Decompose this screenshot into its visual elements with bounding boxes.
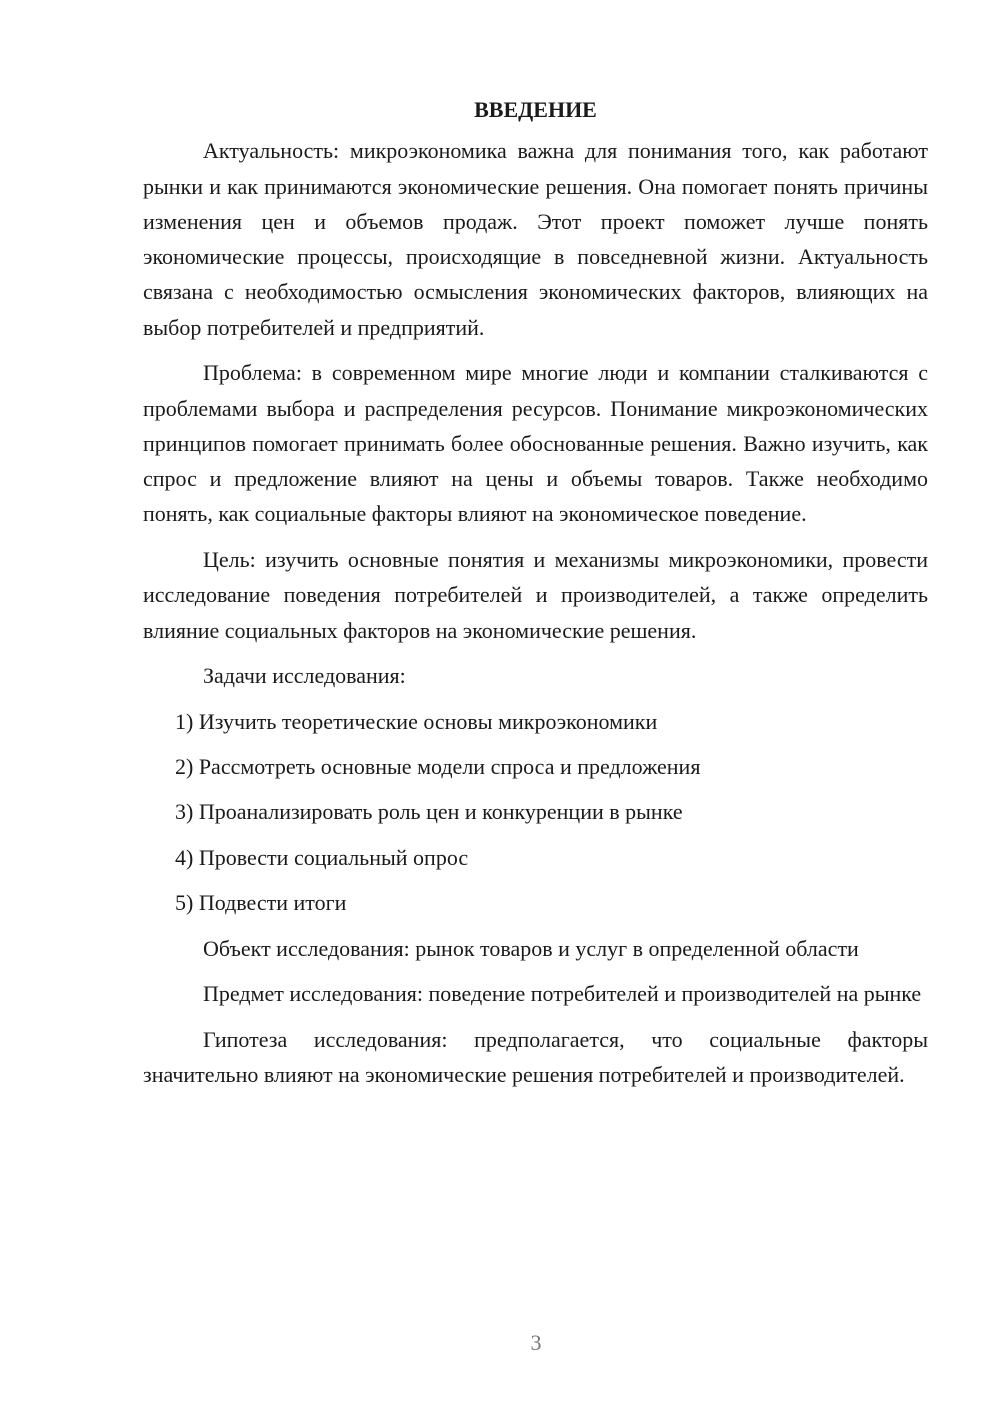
subject-paragraph: Предмет исследования: поведение потребителей и производителей на рынке — [203, 981, 922, 1007]
task-item-2: 2) Рассмотреть основные модели спроса и предложения — [175, 753, 701, 779]
relevance-paragraph: Актуальность: микроэкономика важна для понимания того, как работают рынки и как принимаются экономические решения. Она помогает понять причины изменения цен и объемов продаж. Этот проект поможет лучше понять экономические процессы, происходящие в повседневной жизни. Актуальность связана с необходимостью осмысления экономических факторов, влияющих на выбор потребителей и предприятий. — [143, 138, 928, 340]
problem-paragraph: Проблема: в современном мире многие люди и компании сталкиваются с проблемами выбора и распределения ресурсов. Понимание микроэкономических принципов помогает принимать более обоснованные решения. Важно изучить, как спрос и предложение влияют на цены и объемы товаров. Также необходимо понять, как социальные факторы влияют на экономическое поведение. — [143, 360, 928, 527]
document-page — [143, 92, 928, 1103]
object-paragraph: Объект исследования: рынок товаров и услуг в определенной области — [203, 935, 859, 961]
goal-paragraph: Цель: изучить основные понятия и механизмы микроэкономики, провести исследование поведения потребителей и производителей, а также определить влияние социальных факторов на экономические решения. — [143, 546, 928, 643]
tasks-list — [143, 704, 928, 921]
section-title: ВВЕДЕНИЕ — [474, 97, 597, 122]
tasks-heading: Задачи исследования: — [203, 663, 406, 689]
page-number: 3 — [530, 1330, 542, 1355]
hypothesis-paragraph: Гипотеза исследования: предполагается, что социальные факторы значительно влияют на экономические решения потребителей и производителей. — [143, 1026, 928, 1088]
task-item-5: 5) Подвести итоги — [175, 890, 347, 916]
task-item-4: 4) Провести социальный опрос — [175, 844, 469, 870]
task-item-1: 1) Изучить теоретические основы микроэкономики — [175, 708, 658, 734]
task-item-3: 3) Проанализировать роль цен и конкуренции в рынке — [175, 799, 683, 825]
